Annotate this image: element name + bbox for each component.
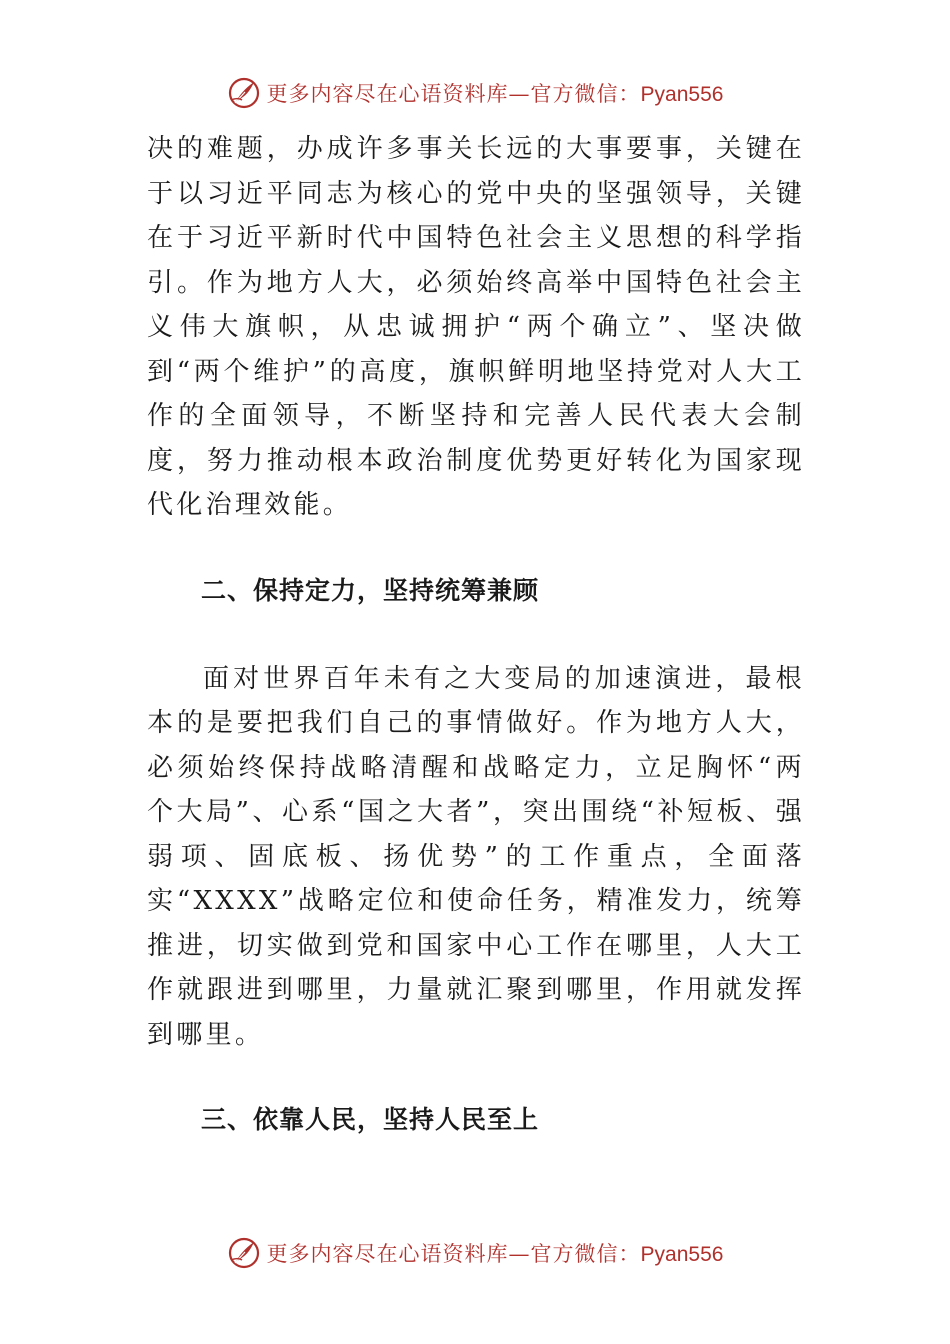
feather-logo-icon: [227, 1236, 261, 1270]
section-heading-3: 三、依靠人民，坚持人民至上: [201, 1105, 540, 1134]
document-body: [147, 127, 805, 1142]
header-watermark: [0, 73, 950, 113]
section-heading-2: 二、保持定力，坚持统筹兼顾: [201, 575, 540, 605]
paragraph-continued: 决的难题，办成许多事关长远的大事要事，关键在于以习近平同志为核心的党中央的坚强领导，关键在于习近平新时代中国特色社会主义思想的科学指引。作为地方人大，必须始终高举中国特色社会主义伟大旗帜，从忠诚拥护“两个确立”、坚决做到“两个维护”的高度，旗帜鲜明地坚持党对人大工作的全面领导，不断坚持和完善人民代表大会制度，努力推动根本政治制度优势更好转化为国家现代化治理效能。: [147, 134, 805, 520]
footer-watermark: [0, 1233, 950, 1273]
watermark-text: 更多内容尽在心语资料库—官方微信：Pyan556: [266, 82, 724, 106]
watermark-wechat-id: Pyan556: [640, 83, 724, 106]
watermark-text: 更多内容尽在心语资料库—官方微信：Pyan556: [266, 1242, 724, 1266]
section-2-paragraph: 面对世界百年未有之大变局的加速演进，最根本的是要把我们自己的事情做好。作为地方人大，必须始终保持战略清醒和战略定力，立足胸怀“两个大局”、心系“国之大者”，突出围绕“补短板、强弱项、固底板、扬优势”的工作重点，全面落实“XXXX”战略定位和使命任务，精准发力，统筹推进，切实做到党和国家中心工作在哪里，人大工作就跟进到哪里，力量就汇聚到哪里，作用就发挥到哪里。: [147, 663, 805, 1050]
watermark-wechat-id: Pyan556: [640, 1243, 724, 1266]
feather-logo-icon: [227, 76, 261, 110]
